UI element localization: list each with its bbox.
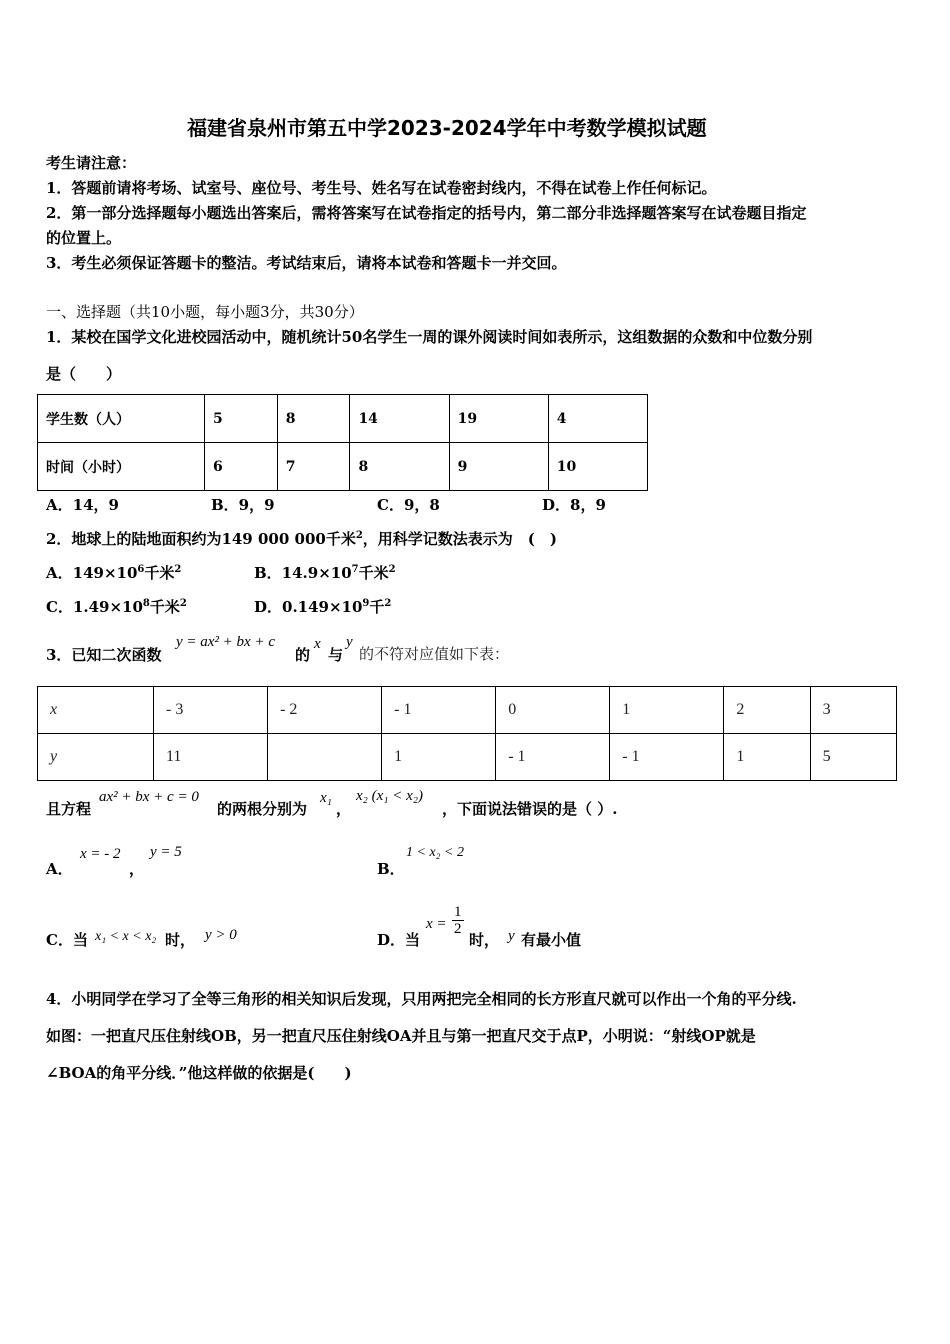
table-cell: 1 xyxy=(724,734,810,781)
q3-root-2: x₂ (x₁ < x₂) xyxy=(356,788,423,804)
q3-option-d-mid: 时， xyxy=(469,931,500,949)
table-cell: 8 xyxy=(350,443,449,491)
q2-stem: 2．地球上的陆地面积约为149 000 000千米$^2$，用科学记数法表示为 ( ) xyxy=(46,530,557,548)
table-cell: 4 xyxy=(548,395,647,443)
q3-option-c-label: C．当 xyxy=(46,931,88,949)
fraction-denominator: 2 xyxy=(454,921,462,937)
table-cell: 19 xyxy=(449,395,548,443)
q3-option-c-expr: x₁ < x < x₂ xyxy=(95,929,157,944)
q3-var-x: x xyxy=(314,636,321,652)
table-cell: 5 xyxy=(810,734,896,781)
q1-stem-cont: 是（ ） xyxy=(46,365,122,383)
table-cell: 1 xyxy=(382,734,496,781)
q3-table xyxy=(37,686,897,781)
table-row xyxy=(38,734,897,781)
q3-prefix: 3．已知二次函数 xyxy=(46,646,162,664)
q3-option-d-tail: 有最小值 xyxy=(521,931,582,949)
table-row xyxy=(38,687,897,734)
notice-heading: 考生请注意： xyxy=(46,154,137,172)
q3-option-d-fraction xyxy=(452,904,464,937)
table-cell: 14 xyxy=(350,395,449,443)
q1-stem: 1．某校在国学文化进校园活动中，随机统计50名学生一周的课外阅读时间如表所示，这组数据的众数和中位数分别 xyxy=(46,328,813,346)
table-cell: - 1 xyxy=(382,687,496,734)
q3-after-mid: 的两根分别为 xyxy=(217,800,308,818)
page-title: 福建省泉州市第五中学2023-2024学年中考数学模拟试题 xyxy=(187,116,707,140)
table-row xyxy=(38,395,648,443)
q3-var-y: y xyxy=(346,634,353,650)
table-cell: 0 xyxy=(496,687,610,734)
q3-stem-tail: 的不符对应值如下表： xyxy=(359,647,510,663)
q3-option-d-x: x = xyxy=(426,916,447,932)
q4-stem-line-3: ∠BOA的角平分线．”他这样做的依据是( ) xyxy=(46,1064,352,1082)
q2-option-a: A．$149\times 10^6$千米$^2$ xyxy=(46,564,182,582)
table-cell: 2 xyxy=(724,687,810,734)
q3-root-1: x₁ xyxy=(320,790,332,806)
notice-item-1: 1．答题前请将考场、试室号、座位号、考生号、姓名写在试卷密封线内，不得在试卷上作任何标记。 xyxy=(46,179,717,197)
table-cell: - 3 xyxy=(154,687,268,734)
table-cell: 5 xyxy=(205,395,278,443)
table-cell: 6 xyxy=(205,443,278,491)
q4-stem: 4．小明同学在学习了全等三角形的相关知识后发现，只用两把完全相同的长方形直尺就可以作出一个角的平分线. xyxy=(46,990,797,1008)
q2-option-c: C．$1.49\times 10^8$千米$^2$ xyxy=(46,598,187,616)
table-row xyxy=(38,443,648,491)
q3-option-a-label: A． xyxy=(46,860,73,878)
table-cell: - 1 xyxy=(610,734,724,781)
q1-table xyxy=(37,394,648,491)
q3-option-c-mid: 时， xyxy=(165,931,196,949)
table-cell: 时间（小时） xyxy=(38,443,205,491)
table-cell: y xyxy=(38,734,154,781)
section-heading: 一、选择题（共10小题，每小题3分，共30分） xyxy=(46,303,364,321)
notice-item-2-cont: 的位置上。 xyxy=(46,229,122,247)
table-cell: 1 xyxy=(610,687,724,734)
table-cell: 10 xyxy=(548,443,647,491)
q2-option-b: B．$14.9\times 10^7$千米$^2$ xyxy=(254,564,396,582)
q1-option-c: C．9，8 xyxy=(377,496,440,514)
q3-mid-2: 与 xyxy=(328,646,344,664)
table-cell xyxy=(268,734,382,781)
q3-mid-1: 的 xyxy=(295,646,311,664)
q3-after-prefix: 且方程 xyxy=(46,800,92,818)
q1-option-a: A．14，9 xyxy=(46,496,119,514)
q3-function: y = ax² + bx + c xyxy=(176,634,275,650)
table-cell: 8 xyxy=(277,395,350,443)
q3-option-a-y: y = 5 xyxy=(150,844,182,860)
q3-option-a-comma: ， xyxy=(129,860,145,878)
q3-comma: ， xyxy=(336,800,352,818)
q3-option-b-expr: 1 < x₂ < 2 xyxy=(406,845,464,860)
q3-after-tail: ，下面说法错误的是（ ）. xyxy=(442,800,618,818)
table-cell: 9 xyxy=(449,443,548,491)
table-cell: - 1 xyxy=(496,734,610,781)
table-cell: 3 xyxy=(810,687,896,734)
q3-option-b-label: B． xyxy=(377,860,405,878)
q1-option-d: D．8，9 xyxy=(542,496,606,514)
fraction-numerator: 1 xyxy=(454,904,462,920)
notice-item-3: 3．考生必须保证答题卡的整洁。考试结束后，请将本试卷和答题卡一并交回。 xyxy=(46,254,567,272)
q1-option-b: B．9，9 xyxy=(211,496,275,514)
table-cell: 11 xyxy=(154,734,268,781)
q3-equation: ax² + bx + c = 0 xyxy=(99,789,199,805)
table-cell: 7 xyxy=(277,443,350,491)
table-cell: - 2 xyxy=(268,687,382,734)
q3-option-a-x: x = - 2 xyxy=(80,846,121,862)
notice-item-2: 2．第一部分选择题每小题选出答案后，需将答案写在试卷指定的括号内，第二部分非选择题答案写在试卷题目指定 xyxy=(46,204,807,222)
q4-stem-line-2: 如图：一把直尺压住射线OB，另一把直尺压住射线OA并且与第一把直尺交于点P，小明说：“射线OP就是 xyxy=(46,1027,756,1045)
q2-option-d: D．$0.149\times 10^9$千$^2$ xyxy=(254,598,392,616)
q3-option-d-label: D．当 xyxy=(377,931,421,949)
q3-option-c-y: y > 0 xyxy=(205,927,237,943)
table-cell: x xyxy=(38,687,154,734)
q3-option-d-y: y xyxy=(508,928,515,944)
table-cell: 学生数（人） xyxy=(38,395,205,443)
